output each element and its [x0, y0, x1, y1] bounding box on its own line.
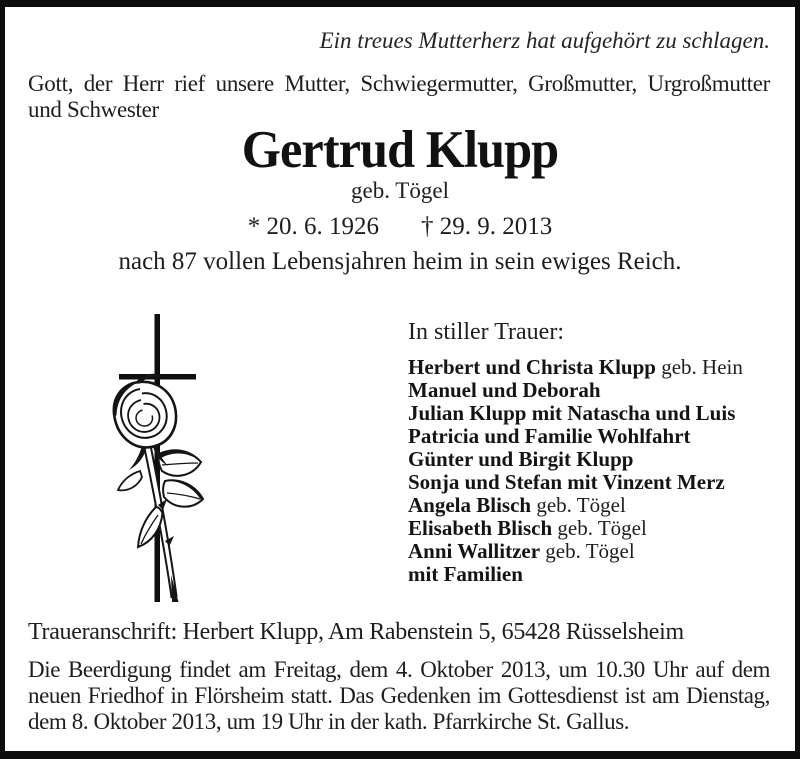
epitaph-line: Ein treues Mutterherz hat aufgehört zu schlagen. — [319, 28, 770, 53]
mourner-name: Sonja und Stefan mit Vinzent Merz — [408, 470, 725, 494]
funeral-details — [28, 657, 770, 735]
mourner-name: Elisabeth Blisch — [408, 516, 553, 540]
mourner-name: Manuel und Deborah — [408, 378, 601, 402]
mourner-row — [408, 540, 743, 563]
mourner-row — [408, 494, 743, 517]
mourner-name-suffix: geb. Hein — [655, 355, 743, 379]
death-date: † 29. 9. 2013 — [421, 213, 553, 240]
mourners-list — [408, 356, 743, 586]
deceased-name: Gertrud Klupp — [241, 121, 559, 179]
cross-and-rose-illustration — [112, 313, 212, 605]
mourner-name: Anni Wallitzer — [408, 539, 541, 563]
mourner-row — [408, 356, 743, 379]
intro-line-1: Gott, der Herr rief unsere Mutter, Schwiegermutter, Großmutter, Urgroßmutter — [28, 71, 770, 96]
mourner-row — [408, 379, 743, 402]
mourner-row — [408, 563, 743, 586]
mourner-name: mit Familien — [408, 562, 523, 586]
mourner-name: Günter und Birgit Klupp — [408, 447, 634, 471]
intro-line-2: und Schwester — [28, 97, 159, 122]
mourner-row — [408, 448, 743, 471]
mourner-name-suffix: geb. Tögel — [540, 539, 635, 563]
funeral-line-2: neuen Friedhof in Flörsheim statt. Das Gedenken im Gottesdienst ist am Dienstag, — [28, 683, 770, 708]
mourner-row — [408, 471, 743, 494]
mourner-name: Patricia und Familie Wohlfahrt — [408, 424, 691, 448]
life-dates — [5, 214, 795, 239]
birth-date: * 20. 6. 1926 — [247, 213, 379, 240]
mourner-name-suffix: geb. Tögel — [552, 516, 647, 540]
mourner-name-suffix: geb. Tögel — [531, 493, 626, 517]
maiden-name: geb. Tögel — [351, 178, 449, 203]
mourning-header: In stiller Trauer: — [408, 319, 564, 345]
funeral-line-3: dem 8. Oktober 2013, um 19 Uhr in der kath. Pfarrkirche St. Gallus. — [28, 709, 630, 734]
mourner-row — [408, 425, 743, 448]
funeral-address: Traueranschrift: Herbert Klupp, Am Rabenstein 5, 65428 Rüsselsheim — [28, 619, 684, 645]
intro-paragraph — [28, 71, 770, 123]
mourner-row — [408, 517, 743, 540]
life-summary: nach 87 vollen Lebensjahren heim in sein ewiges Reich. — [118, 248, 682, 275]
funeral-line-1: Die Beerdigung findet am Freitag, dem 4. Oktober 2013, um 10.30 Uhr auf dem — [28, 657, 770, 682]
mourner-name: Herbert und Christa Klupp — [408, 355, 656, 379]
mourner-name: Angela Blisch — [408, 493, 532, 517]
mourner-name: Julian Klupp mit Natascha und Luis — [408, 401, 736, 425]
mourner-row — [408, 402, 743, 425]
